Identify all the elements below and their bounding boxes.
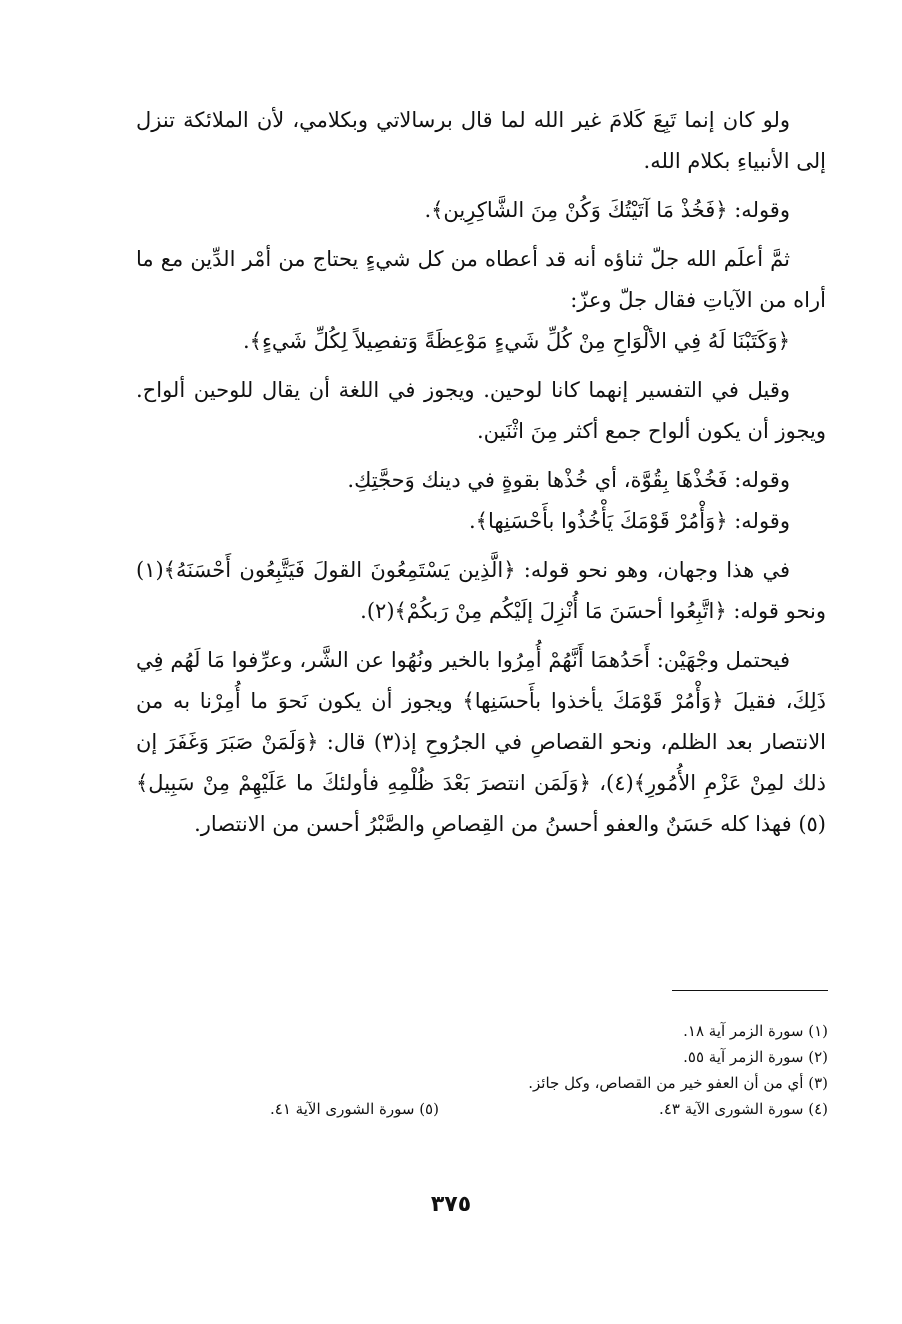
footnote-1: (١) سورة الزمر آية ١٨.: [683, 1022, 828, 1040]
paragraph-7: في هذا وجهان، وهو نحو قوله: ﴿الَّذِين يَسْتَمِعُونَ القولَ فَيَتَّبِعُون أَحْسَنَهُ﴾(١) ونحو قوله: ﴿اتَّبِعُوا أحسَنَ مَا أُنْزِلَ إلَيْكُم مِنْ رَبكُمْ﴾(٢).: [136, 558, 826, 623]
footnote-5: (٥) سورة الشورى الآية ٤١.: [270, 1100, 439, 1118]
footnote-3: (٣) أي من أن العفو خير من القصاص، وكل جائز.: [528, 1074, 828, 1092]
footnote-divider: [672, 990, 828, 991]
quran-verse: ﴿وَكَتَبْنَا لَهُ فِي الألْوَاحِ مِنْ كُلِّ شَيءٍ مَوْعِظَةً وَتفصِيلاً لِكُلِّ شَيءٍ﴾.: [242, 329, 790, 353]
paragraph-8: فيحتمل وجْهَيْن: أَحَدُهمَا أَنَّهُمْ أُمِرُوا بالخير ونُهُوا عن الشَّر، وعرِّفوا مَا لَهُم فِي ذَلِكَ، فقيلَ ﴿وَأْمُرْ قَوْمَكَ يأخذوا بأَحسَنِها﴾ ويجوز أن يكون نَحوَ ما أُمِرْنا به من الانتصار بعد الظلم، ونحو القصاصِ في الجرُوحِ إذ(٣) قال: ﴿وَلَمَنْ صَبَرَ وَغَفَرَ إن ذلك لمِنْ عَزْمِ الأُمُورِ﴾(٤)، ﴿وَلَمَن انتصرَ بَعْدَ ظُلْمِهِ فأولئكَ ما عَلَيْهِمْ مِنْ سَبِيل﴾(٥) فهذا كله حَسَنٌ والعفو أحسنُ من القِصاصِ والصَّبْرُ أحسن من الانتصار.: [136, 648, 827, 836]
footnote-4: (٤) سورة الشورى الآية ٤٣.: [659, 1100, 828, 1118]
paragraph-5: وقوله: فَخُذْهَا بِقُوَّة، أي خُذْها بقوةٍ في دينك وَحجَّتِكِ.: [347, 468, 790, 492]
paragraph-2: وقوله: ﴿فَخُذْ مَا آتَيْتُكَ وَكُنْ مِنَ الشَّاكِرِين﴾.: [424, 198, 790, 222]
main-text: [136, 100, 826, 853]
paragraph-4: وقيل في التفسير إنهما كانا لوحين. ويجوز في اللغة أن يقال للوحين ألواح. ويجوز أن يكون ألواح جمع أكثر مِنَ اثْنَين.: [136, 378, 826, 443]
footnotes: [160, 1018, 828, 1122]
paragraph-6: وقوله: ﴿وَأْمُرْ قَوْمَكَ يَأْخُذُوا بأَحْسَنِها﴾.: [469, 509, 790, 533]
footnote-row: [160, 1096, 828, 1122]
footnote-2: (٢) سورة الزمر آية ٥٥.: [683, 1048, 828, 1066]
paragraph-1: ولو كان إنما تَبِعَ كَلامَ غير الله لما قال برسالاتي وبكلامي، لأن الملائكة تنزل إلى الأنبياءِ بكلام الله.: [136, 108, 826, 173]
paragraph-3: ثمَّ أعلَم الله جلّ ثناؤه أنه قد أعطاه من كل شيءٍ يحتاج من أمْر الدِّين مع ما أراه من الآياتِ فقال جلّ وعزّ:: [136, 247, 826, 312]
page-number: ٣٧٥: [430, 1192, 472, 1217]
